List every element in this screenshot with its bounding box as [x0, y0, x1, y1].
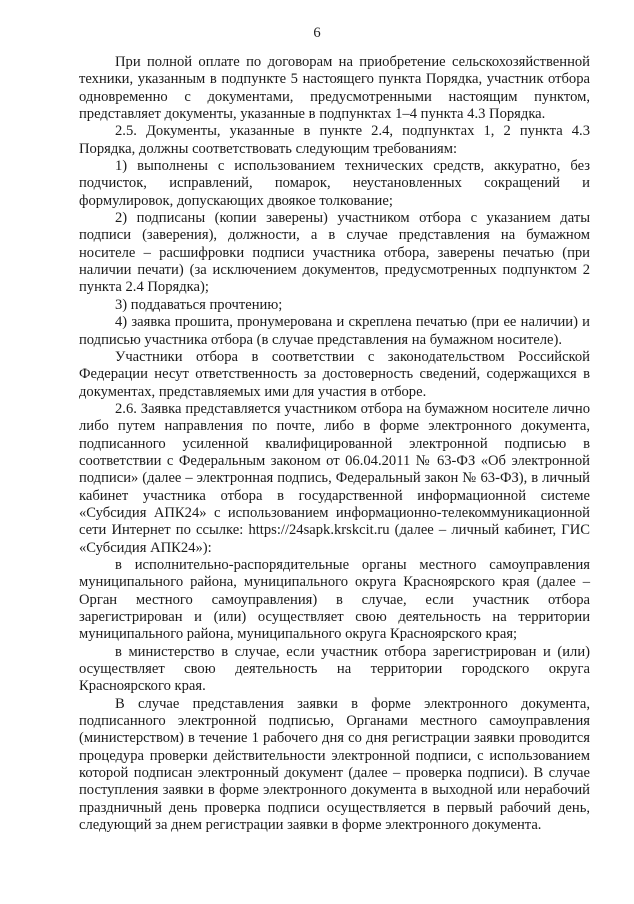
paragraph-responsibility: Участники отбора в соответствии с законодательством Российской Федерации несут ответственность за достоверность сведений, содержащихся в документах, представляемых ими для участия в отборе.	[79, 348, 590, 400]
page-number: 6	[313, 25, 321, 41]
paragraph-requirement-1: 1) выполнены с использованием технических средств, аккуратно, без подчисток, исправлений, помарок, неустановленных сокращений и формулировок, допускающих двоякое толкование;	[79, 158, 590, 209]
paragraph-signature-check: В случае представления заявки в форме электронного документа, подписанного электронной подписью, Органами местного самоуправления (министерством) в течение 1 рабочего дня со дня регистрации заявки проводится процедура проверки действительности электронной подписи, с использованием которой подписан электронный документ (далее – проверка подписи). В случае поступления заявки в форме электронного документа в выходной или нерабочий праздничный день проверка подписи осуществляется в первый рабочий день, следующий за днем регистрации заявки в форме электронного документа.	[79, 695, 590, 834]
paragraph-2-5-requirements: 2.5. Документы, указанные в пункте 2.4, подпунктах 1, 2 пункта 4.3 Порядка, должны соответствовать следующим требованиям:	[79, 123, 590, 157]
paragraph-2-6-submission: 2.6. Заявка представляется участником отбора на бумажном носителе лично либо путем направления по почте, либо в форме электронного документа, подписанного усиленной квалифицированной электронной подписью в соответствии с Федеральным законом от 06.04.2011 № 63-ФЗ «Об электронной подписи» (далее – электронная подпись, Федеральный закон № 63-ФЗ), в личный кабинет участника отбора в государственной информационной системе «Субсидия АПК24» с использованием информационно-телекоммуникационной сети Интернет по ссылке: https://24sapk.krskcit.ru (далее – личный кабинет, ГИС «Субсидия АПК24»):	[79, 400, 590, 556]
document-body	[79, 54, 590, 834]
paragraph-requirement-3: 3) поддаваться прочтению;	[115, 296, 283, 313]
paragraph-requirement-2: 2) подписаны (копии заверены) участником отбора с указанием даты подписи (заверения), должности, а в случае представления на бумажном носителе – расшифровки подписи участника отбора, заверены печатью (при наличии печати) (за исключением документов, предусмотренных подпунктом 2 пункта 2.4 Порядка);	[79, 210, 590, 296]
paragraph-ministry: в министерство в случае, если участник отбора зарегистрирован и (или) осуществляет свою деятельность на территории городского округа Красноярского края.	[79, 643, 590, 695]
paragraph-full-payment: При полной оплате по договорам на приобретение сельскохозяйственной техники, указанным в подпункте 5 настоящего пункта Порядка, участник отбора одновременно с документами, предусмотренными настоящим пунктом, представляет документы, указанные в подпунктах 1–4 пункта 4.3 Порядка.	[79, 54, 590, 123]
paragraph-requirement-4: 4) заявка прошита, пронумерована и скреплена печатью (при ее наличии) и подписью участника отбора (в случае представления на бумажном носителе).	[79, 314, 590, 348]
paragraph-local-government: в исполнительно-распорядительные органы местного самоуправления муниципального района, муниципального округа Красноярского края (далее – Орган местного самоуправления) в случае, если участник отбора зарегистрирован и (или) осуществляет свою деятельность на территории муниципального района, муниципального округа Красноярского края;	[79, 556, 590, 643]
